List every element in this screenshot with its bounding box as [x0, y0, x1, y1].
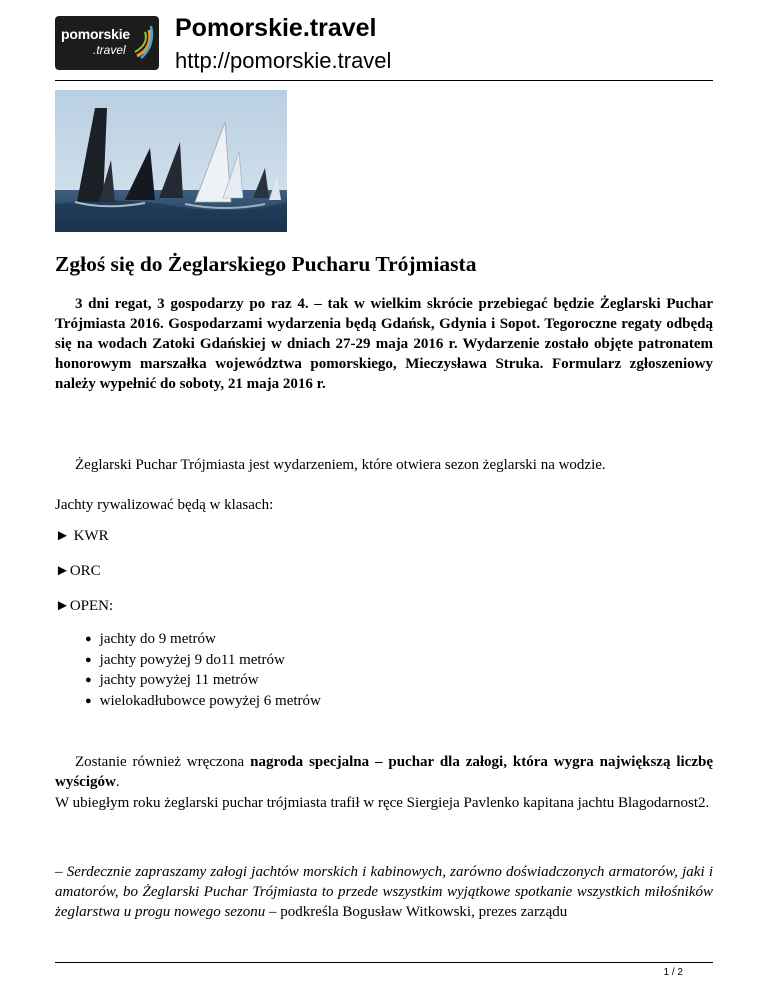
prize-highlight: nagroda specjalna – puchar dla załogi, która wygra największą liczbę wyścigów — [55, 754, 713, 790]
logo-text-secondary: .travel — [93, 43, 126, 57]
class-item-kwr: ► KWR — [55, 528, 109, 544]
site-logo[interactable] — [55, 16, 159, 70]
page-number: 1 / 2 — [663, 967, 683, 978]
quote-attribution: – podkreśla Bogusław Witkowski, prezes zarządu — [265, 904, 568, 920]
list-item: ● jachty powyżej 9 do11 metrów — [85, 651, 321, 672]
prize-text: Zostanie również wręczona — [75, 754, 251, 770]
logo-text-primary: pomorskie — [61, 26, 130, 42]
logo-swirl-icon — [133, 22, 155, 62]
article-lead: 3 dni regat, 3 gospodarzy po raz 4. – tak w wielkim skrócie przebiegać będzie Żeglarski Puchar Trójmiasta 2016. Gospodarzami wydarzenia będą Gdańsk, Gdynia i Sopot. Tegoroczne regaty odbędą się na wodach Zatoki Gdańskiej w dniach 27-29 maja 2016 r. Wydarzenie zostało objęte patronatem honorowym marszałka województwa pomorskiego, Mieczysława Struka. Formularz zgłoszeniowy należy wypełnić do soboty, 21 maja 2016 r. — [55, 296, 713, 392]
quote-text: – Serdecznie zapraszamy załogi jachtów morskich i kabinowych, zarówno doświadczonych armatorów, jaki i amatorów, bo Żeglarski Puchar Trójmiasta to przede wszystkim wyjątkowe spotkanie wszystkich miłośników żeglarstwa u progu nowego sezonu — [55, 864, 713, 920]
article-title: Zgłoś się do Żeglarskiego Pucharu Trójmiasta — [55, 252, 477, 276]
last-year-paragraph: W ubiegłym roku żeglarski puchar trójmiasta trafił w ręce Siergieja Pavlenko kapitana jachtu Blagodarnost2. — [55, 795, 710, 811]
list-item: ● wielokadłubowce powyżej 6 metrów — [85, 692, 321, 713]
header-divider — [55, 80, 713, 81]
open-subclass-list — [85, 630, 321, 712]
list-item: ● jachty do 9 metrów — [85, 630, 321, 651]
site-name: Pomorskie.travel — [175, 14, 377, 42]
class-item-orc: ►ORC — [55, 563, 101, 579]
site-url[interactable]: http://pomorskie.travel — [175, 48, 392, 73]
quote-paragraph — [55, 862, 713, 922]
classes-heading: Jachty rywalizować będą w klasach: — [55, 497, 274, 513]
prize-end: . — [115, 774, 120, 790]
prize-paragraph — [55, 752, 713, 792]
regatta-photo — [55, 90, 287, 232]
intro-paragraph: Żeglarski Puchar Trójmiasta jest wydarzeniem, które otwiera sezon żeglarski na wodzie. — [75, 457, 606, 473]
list-item: ● jachty powyżej 11 metrów — [85, 671, 321, 692]
footer-divider — [55, 962, 713, 963]
class-item-open: ►OPEN: — [55, 598, 114, 614]
